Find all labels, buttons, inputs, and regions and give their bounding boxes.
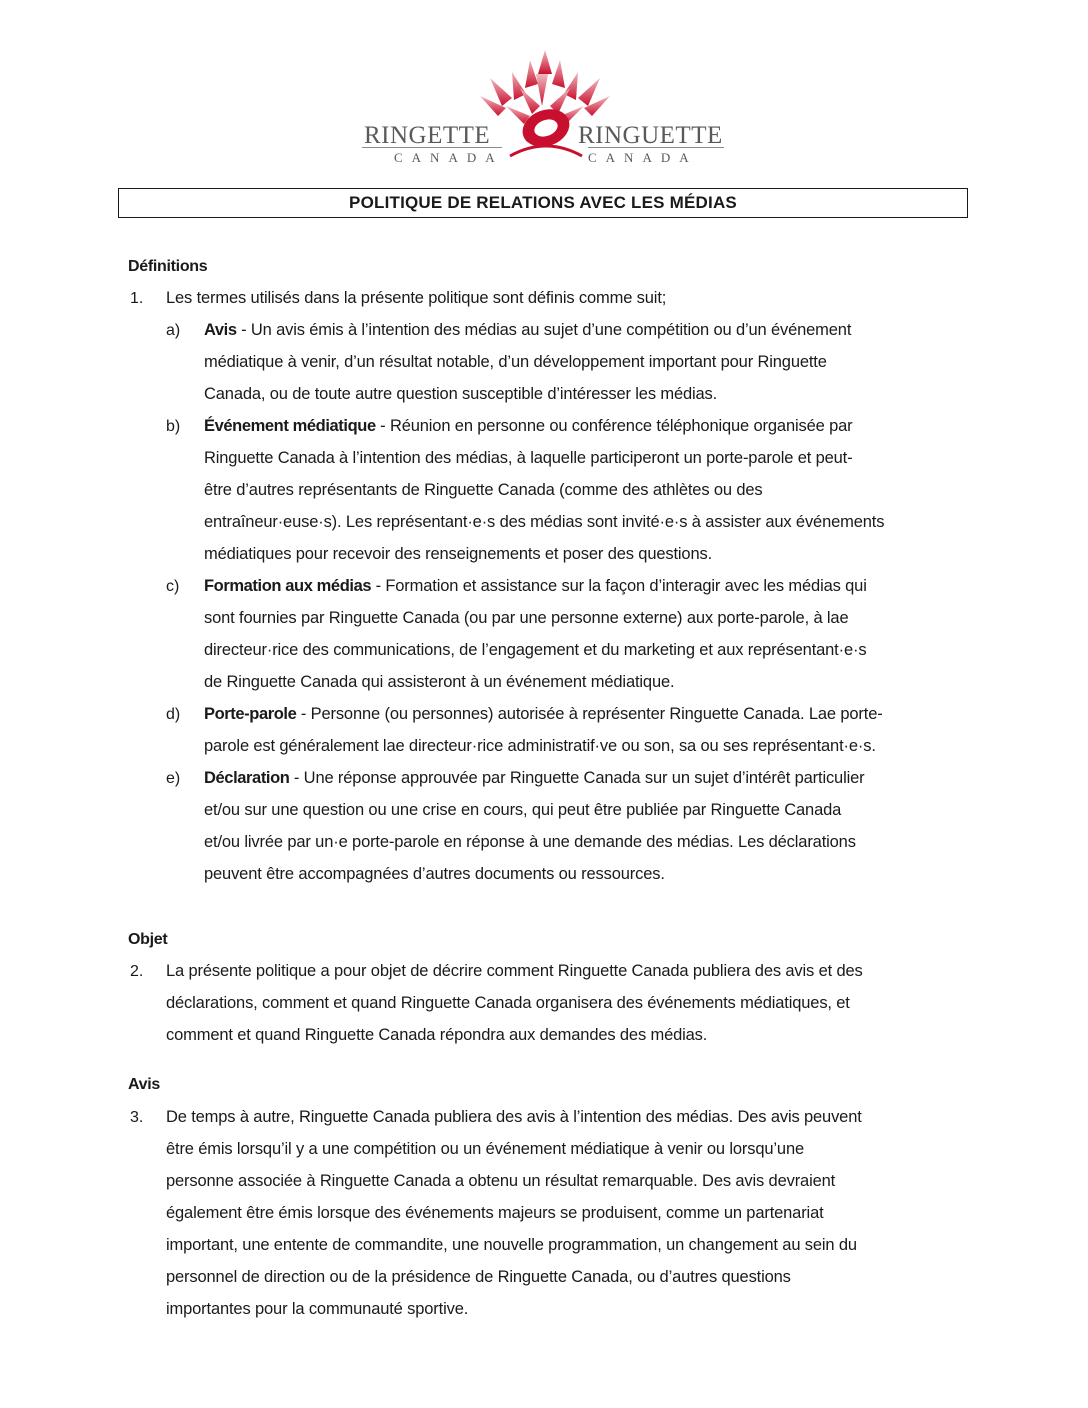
section-heading-definitions: Définitions <box>128 258 208 275</box>
definition-term: Déclaration <box>204 769 290 787</box>
logo-text-canada-fr: CANADA <box>588 150 698 165</box>
definition-text: - Personne (ou personnes) autorisée à représenter Ringuette Canada. Lae porte- <box>296 705 883 723</box>
item-number: 3. <box>130 1109 144 1126</box>
item-number: 1. <box>130 290 144 307</box>
definitions-intro: Les termes utilisés dans la présente politique sont définis comme suit; <box>166 289 667 307</box>
sub-item-letter: a) <box>166 322 181 339</box>
logo-text-ringuette: RINGUETTE <box>578 122 723 149</box>
logo-text-canada-en: CANADA <box>394 150 504 165</box>
avis-text: importantes pour la communauté sportive. <box>166 1300 469 1318</box>
avis-text: important, une entente de commandite, une nouvelle programmation, un changement au sein du <box>166 1236 857 1254</box>
definition-text: directeur·rice des communications, de l’engagement et du marketing et aux représentant·e·s <box>204 641 867 659</box>
avis-text: personnel de direction ou de la présidence de Ringuette Canada, ou d’autres questions <box>166 1268 791 1286</box>
definition-evenement-mediatique <box>204 417 852 436</box>
definition-text: - Un avis émis à l’intention des médias au sujet d’une compétition ou d’un événement <box>236 321 852 339</box>
document-title: POLITIQUE DE RELATIONS AVEC LES MÉDIAS <box>349 193 737 212</box>
definition-text: Ringuette Canada à l’intention des médias, à laquelle participeront un porte-parole et peut- <box>204 449 853 467</box>
definition-porte-parole <box>204 705 883 724</box>
definition-text: - Formation et assistance sur la façon d’interagir avec les médias qui <box>371 577 867 595</box>
definition-text: médiatique à venir, d’un résultat notable, d’un développement important pour Ringuette <box>204 353 827 371</box>
section-heading-avis: Avis <box>128 1076 161 1093</box>
section-heading-objet: Objet <box>128 931 168 948</box>
definition-term: Formation aux médias <box>204 577 372 595</box>
definition-text: médiatiques pour recevoir des renseignements et poser des questions. <box>204 545 713 563</box>
item-number: 2. <box>130 963 144 980</box>
definition-text: Canada, ou de toute autre question susceptible d’intéresser les médias. <box>204 385 718 403</box>
definition-text: parole est généralement lae directeur·rice administratif·ve ou son, sa ou ses représentant·e·s. <box>204 737 876 755</box>
definition-text: entraîneur·euse·s). Les représentant·e·s des médias sont invité·e·s à assister aux événements <box>204 513 885 531</box>
document-title-box <box>118 188 968 218</box>
definition-text: de Ringuette Canada qui assisteront à un événement médiatique. <box>204 673 675 691</box>
sub-item-letter: e) <box>166 770 181 787</box>
avis-text: également être émis lorsque des événements majeurs se produisent, comme un partenariat <box>166 1204 824 1222</box>
definition-declaration <box>204 769 864 788</box>
definition-formation-medias <box>204 577 867 596</box>
avis-text: être émis lorsqu’il y a une compétition ou un événement médiatique à venir ou lorsqu’une <box>166 1140 805 1158</box>
definition-text: et/ou sur une question ou une crise en cours, qui peut être publiée par Ringuette Canada <box>204 801 842 819</box>
objet-text: comment et quand Ringuette Canada répondra aux demandes des médias. <box>166 1026 708 1044</box>
definition-avis <box>204 321 851 340</box>
definition-text: - Une réponse approuvée par Ringuette Canada sur un sujet d’intérêt particulier <box>289 769 865 787</box>
objet-text: La présente politique a pour objet de décrire comment Ringuette Canada publiera des avis et des <box>166 962 863 980</box>
definition-term: Événement médiatique <box>204 417 376 435</box>
definition-text: et/ou livrée par un·e porte-parole en réponse à une demande des médias. Les déclarations <box>204 833 856 851</box>
ringette-canada-logo <box>360 44 730 170</box>
definition-text: être d’autres représentants de Ringuette Canada (comme des athlètes ou des <box>204 481 763 499</box>
definition-text: - Réunion en personne ou conférence téléphonique organisée par <box>375 417 853 435</box>
logo-text-ringette: RINGETTE <box>364 122 491 149</box>
definition-text: sont fournies par Ringuette Canada (ou par une personne externe) aux porte-parole, à lae <box>204 609 849 627</box>
definition-term: Porte-parole <box>204 705 297 723</box>
sub-item-letter: b) <box>166 418 181 435</box>
avis-text: De temps à autre, Ringuette Canada publiera des avis à l’intention des médias. Des avis peuvent <box>166 1108 862 1126</box>
definition-text: peuvent être accompagnées d’autres documents ou ressources. <box>204 865 665 883</box>
sub-item-letter: d) <box>166 706 181 723</box>
sub-item-letter: c) <box>166 578 180 595</box>
definition-term: Avis <box>204 321 237 339</box>
objet-text: déclarations, comment et quand Ringuette Canada organisera des événements médiatiques, et <box>166 994 850 1012</box>
avis-text: personne associée à Ringuette Canada a obtenu un résultat remarquable. Des avis devraient <box>166 1172 836 1190</box>
